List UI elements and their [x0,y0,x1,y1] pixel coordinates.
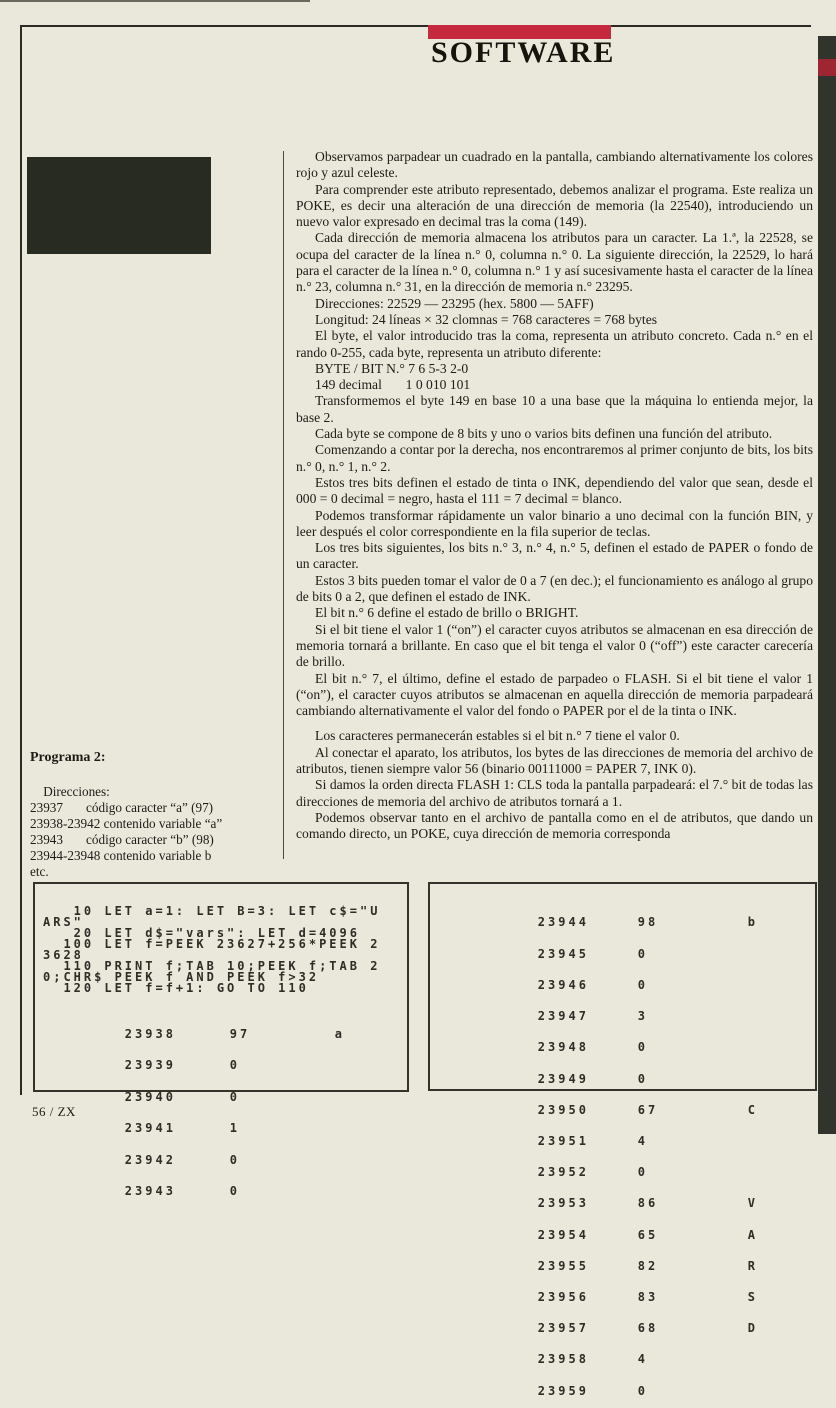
article-paragraph: Los caracteres permanecerán estables si el bit n.° 7 tiene el valor 0. [315,728,680,744]
dump-value: 67 [637,1102,659,1117]
dump-address: 23940 [124,1089,176,1104]
article-paragraph: Cada dirección de memoria almacena los atributos para un caracter. La 1.ª, la 22528, se ocupa del caracter de la línea n.° 0, columna n.° 0. La siguiente dirección, la 22529, lo hará para el caracter de la línea n.° 0, columna n.° 1 y así sucesivamente hasta el caracter de la línea n.° 23, columna n.° 31, en la dirección de memoria n.° 23295. [296,230,817,295]
page-frame-top-rule [20,25,811,27]
article-paragraph: Para comprender este atributo representado, debemos analizar el programa. Este realiza un POKE, es decir una alteración de una dirección de memoria (la 22540), introduciendo un nuevo valor expresado en decimal tras la coma (149). [296,181,817,230]
programa-2-line: 23938-23942 contenido variable “a” [30,816,223,831]
article-column [296,149,817,842]
memory-dump-box [428,882,817,1398]
dump-value: 82 [637,1258,659,1273]
article-paragraph: El bit n.° 6 define el estado de brillo o BRIGHT. [315,605,579,621]
dump-value: 0 [229,1184,241,1198]
article-paragraph: Longitud: 24 líneas × 32 clomnas = 768 caracteres = 768 bytes [315,311,658,327]
dump-value: 86 [637,1196,659,1211]
memory-dump-row [456,1001,815,1032]
memory-dump-row [456,1188,815,1219]
page-edge-red-tab [818,59,836,76]
memory-dump-row [43,1176,407,1208]
programa-2-line: Direcciones: [30,784,110,799]
dump-value: 0 [637,946,649,961]
dump-address: 23952 [537,1165,589,1180]
dump-address: 23951 [537,1133,589,1148]
code-line: 110 PRINT f;TAB 10;PEEK f;TAB 2 [43,959,381,973]
dump-char: V [747,1196,759,1211]
dump-address: 23957 [537,1321,589,1336]
memory-dump-left [43,1018,407,1207]
memory-dump-row [43,1050,407,1082]
programa-2-line: 23943 código caracter “b” (98) [30,832,214,847]
dump-value: 0 [229,1089,241,1104]
memory-dump-right [456,907,815,1407]
memory-dump-row [456,938,815,969]
article-paragraph: Comenzando a contar por la derecha, nos encontraremos al primer conjunto de bits, los bits n.° 0, n.° 1, n.° 2. [296,442,817,474]
dump-value: 0 [229,1152,241,1167]
memory-dump-row [456,1250,815,1281]
photo-placeholder [27,157,211,254]
article-paragraph: Si el bit tiene el valor 1 (“on”) el caracter cuyos atributos se almacenan en esa dirección de memoria tornará a brillante. En caso que el bit tenga el valor 0 (“off”) este caracter carecería de brillo. [296,621,817,670]
dump-address: 23942 [124,1152,176,1167]
dump-value: 98 [637,915,659,930]
memory-dump-row [43,1144,407,1176]
article-paragraph: Cada byte se compone de 8 bits y uno o varios bits definen una función del atributo. [315,426,773,442]
programa-2-line: 23937 código caracter “a” (97) [30,800,214,815]
dump-value: 4 [637,1352,649,1367]
memory-dump-row [43,1113,407,1145]
dump-address: 23955 [537,1258,589,1273]
code-line: 120 LET f=f+1: GO TO 110 [43,981,309,995]
dump-char: D [747,1321,759,1336]
dump-address: 23956 [537,1290,589,1305]
memory-dump-row [456,1157,815,1188]
basic-code-listing [43,906,407,994]
code-line: 100 LET f=PEEK 23627+256*PEEK 2 [43,937,381,951]
scan-edge-artifact [0,0,310,2]
article-paragraph: Podemos observar tanto en el archivo de pantalla como en el de atributos, que dando un comando directo, un POKE, cuya dirección de memoria corresponda [296,809,817,842]
dump-value: 4 [637,1133,649,1148]
article-paragraph: Al conectar el aparato, los atributos, los bytes de las direcciones de memoria del archivo de atributos, tienen siempre valor 56 (binario 00111000 = PAPER 7, INK 0). [296,744,817,776]
dump-address: 23938 [124,1026,176,1041]
dump-char: R [747,1258,759,1273]
dump-value: 0 [229,1058,241,1072]
memory-dump-row [43,1081,407,1113]
article-paragraph: Observamos parpadear un cuadrado en la pantalla, cambiando alternativamente los colores rojo y azul celeste. [296,149,817,181]
memory-dump-row [43,1018,407,1050]
memory-dump-row [456,1094,815,1125]
dump-address: 23941 [124,1121,176,1135]
dump-address: 23943 [124,1184,176,1198]
dump-value: 0 [637,1040,649,1055]
article-paragraph: Direcciones: 22529 — 23295 (hex. 5800 — 5AFF) [315,295,594,311]
memory-dump-row [456,907,815,938]
dump-value: 1 [229,1121,241,1135]
code-line: ARS" [43,915,84,929]
memory-dump-row [456,1063,815,1094]
dump-value: 0 [637,1383,649,1398]
memory-dump-row [456,1032,815,1063]
memory-dump-row [456,1126,815,1157]
dump-address: 23954 [537,1227,589,1242]
dump-value: 3 [637,1009,649,1024]
dump-address: 23947 [537,1009,589,1024]
dump-address: 23949 [537,1071,589,1086]
page-edge-band [818,36,836,1134]
dump-value: 0 [637,1071,649,1086]
article-paragraph: El byte, el valor introducido tras la coma, representa un atributo concreto. Cada n.° en el rando 0-255, cada byte, representa un atributo diferente: [296,328,817,360]
dump-value: 97 [229,1026,251,1041]
programa-2-line: 23944-23948 contenido variable b [30,848,212,863]
memory-dump-row [456,1344,815,1375]
article-paragraph: Si damos la orden directa FLASH 1: CLS toda la pantalla parpadeará: el 7.° bit de todas las direcciones de memoria del archivo de atributos tornará a 1. [296,777,817,809]
article-paragraph: 149 decimal 1 0 010 101 [315,377,471,393]
dump-address: 23939 [124,1058,176,1072]
code-line: 3628 [43,948,84,962]
programa-2-address-list [30,784,288,880]
dump-address: 23946 [537,977,589,992]
article-paragraph: El bit n.° 7, el último, define el estado de parpadeo o FLASH. Si el bit tiene el valor 1 (“on”), el caracter cuyos atributos se almacenan en aquella dirección de memoria parpadeará cambiando alternativamente el valor del fondo o PAPER por el de la tinta o INK. [296,670,817,719]
memory-dump-row [456,1375,815,1406]
dump-char: a [334,1026,346,1041]
dump-address: 23950 [537,1102,589,1117]
dump-value: 65 [637,1227,659,1242]
programa-2-line: etc. [30,864,49,879]
dump-address: 23958 [537,1352,589,1367]
dump-address: 23953 [537,1196,589,1211]
memory-dump-row [456,1282,815,1313]
memory-dump-row [456,969,815,1000]
dump-address: 23959 [537,1383,589,1398]
programa-2-title: Programa 2: [30,750,106,765]
article-paragraph: Transformemos el byte 149 en base 10 a una base que la máquina lo entienda mejor, la base 2. [296,393,817,425]
dump-char: S [747,1290,759,1305]
programa-2-section [30,750,288,880]
dump-address: 23948 [537,1040,589,1055]
article-paragraph: Estos tres bits definen el estado de tinta o INK, dependiendo del valor que sean, desde el 000 = 0 decimal = negro, hasta el 111 = 7 decimal = blanco. [296,474,817,507]
page-number: 56 / ZX [32,1104,76,1119]
code-line: 10 LET a=1: LET B=3: LET c$="U [43,904,381,918]
memory-dump-row [456,1219,815,1250]
article-paragraph: Los tres bits siguientes, los bits n.° 3, n.° 4, n.° 5, definen el estado de PAPER o fondo de un caracter. [296,540,817,572]
dump-value: 0 [637,1165,649,1180]
dump-address: 23944 [537,915,589,930]
article-paragraph: Podemos transformar rápidamente un valor binario a uno decimal con la función BIN, y leer después el color correspondiente en la fila superior de teclas. [296,507,817,539]
memory-dump-row [456,1313,815,1344]
dump-value: 83 [637,1290,659,1305]
code-line: 20 LET d$="vars": LET d=4096 [43,926,360,940]
dump-char: b [747,915,759,930]
page-frame-left-rule [20,25,22,1095]
page-title: SOFTWARE [431,36,616,69]
code-line: 0;CHR$ PEEK f AND PEEK f>32 [43,970,320,984]
dump-value: 68 [637,1321,659,1336]
dump-char: C [747,1102,759,1117]
dump-char: A [747,1227,759,1242]
dump-address: 23945 [537,946,589,961]
dump-value: 0 [637,977,649,992]
article-paragraph: BYTE / BIT N.° 7 6 5-3 2-0 [315,360,469,376]
article-paragraph: Estos 3 bits pueden tomar el valor de 0 a 7 (en dec.); el funcionamiento es análogo al grupo de bits 0 a 2, que definen el estado de INK. [296,572,817,605]
